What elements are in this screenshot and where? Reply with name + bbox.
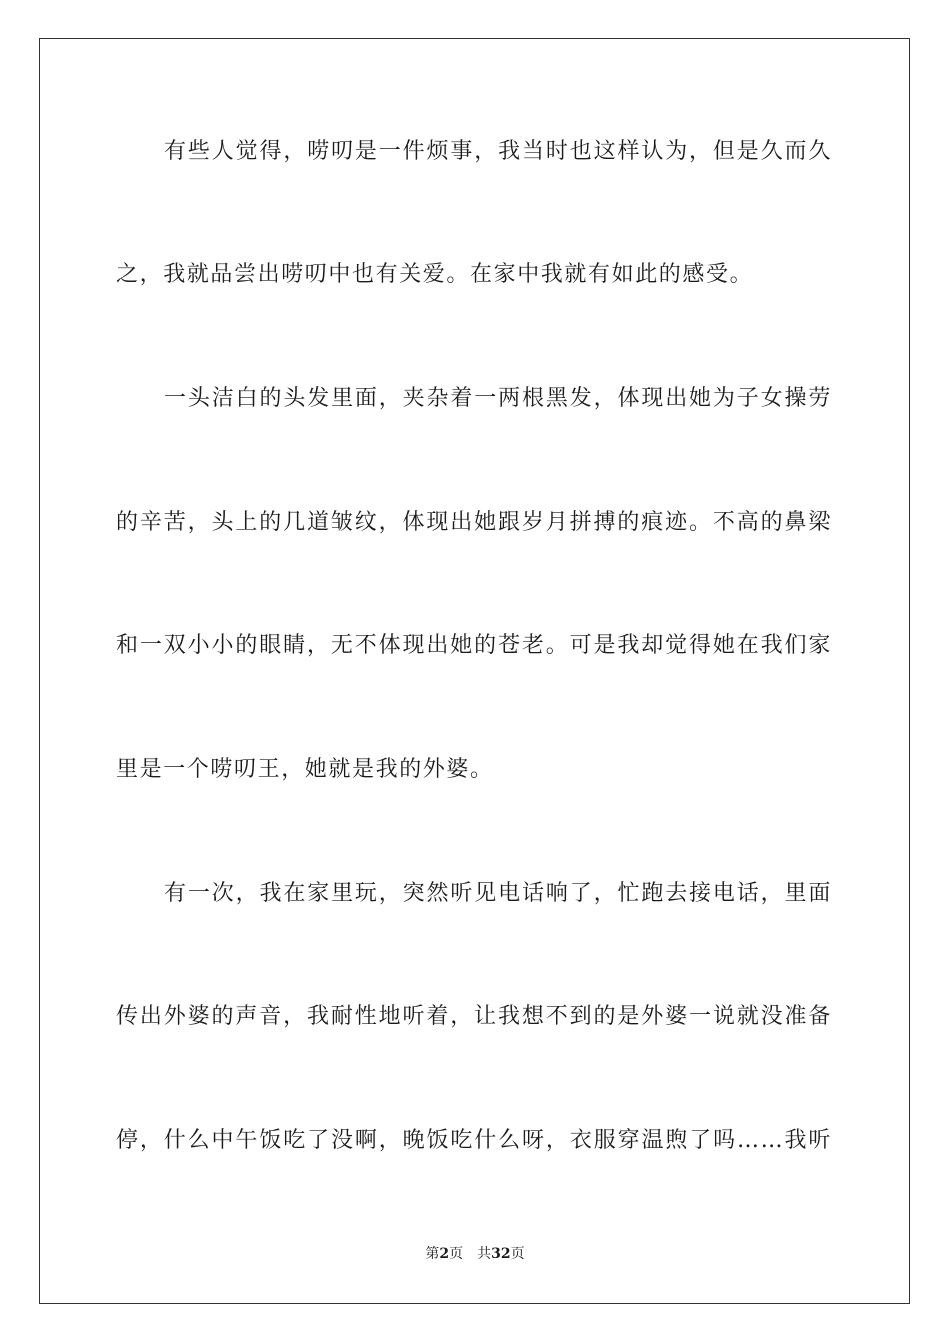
text-line-1: 有些人觉得，唠叨是一件烦事，我当时也这样认为，但是久而久 <box>164 139 832 164</box>
page-border <box>39 38 910 1304</box>
page-footer <box>0 1244 950 1264</box>
text-line-2: 之，我就品尝出唠叨中也有关爱。在家中我就有如此的感受。 <box>116 262 754 287</box>
text-line-6: 里是一个唠叨王，她就是我的外婆。 <box>116 757 494 782</box>
total-unit: 页 <box>510 1246 525 1262</box>
page-prefix: 第 <box>425 1246 440 1262</box>
text-line-4: 的辛苦，头上的几道皱纹，体现出她跟岁月拼搏的痕迹。不高的鼻梁 <box>116 510 832 535</box>
text-line-5: 和一双小小的眼睛，无不体现出她的苍老。可是我却觉得她在我们家 <box>116 633 832 658</box>
page-unit: 页 <box>449 1246 464 1262</box>
text-line-7: 有一次，我在家里玩，突然听见电话响了，忙跑去接电话，里面 <box>164 881 832 906</box>
text-line-9: 停，什么中午饭吃了没啊，晚饭吃什么呀，衣服穿温煦了吗……我听 <box>116 1128 832 1153</box>
total-page-count: 32 <box>491 1246 511 1262</box>
total-prefix: 共 <box>477 1246 492 1262</box>
text-line-8: 传出外婆的声音，我耐性地听着，让我想不到的是外婆一说就没准备 <box>116 1004 832 1029</box>
current-page-number: 2 <box>439 1246 450 1262</box>
text-line-3: 一头洁白的头发里面，夹杂着一两根黑发，体现出她为子女操劳 <box>164 386 832 411</box>
